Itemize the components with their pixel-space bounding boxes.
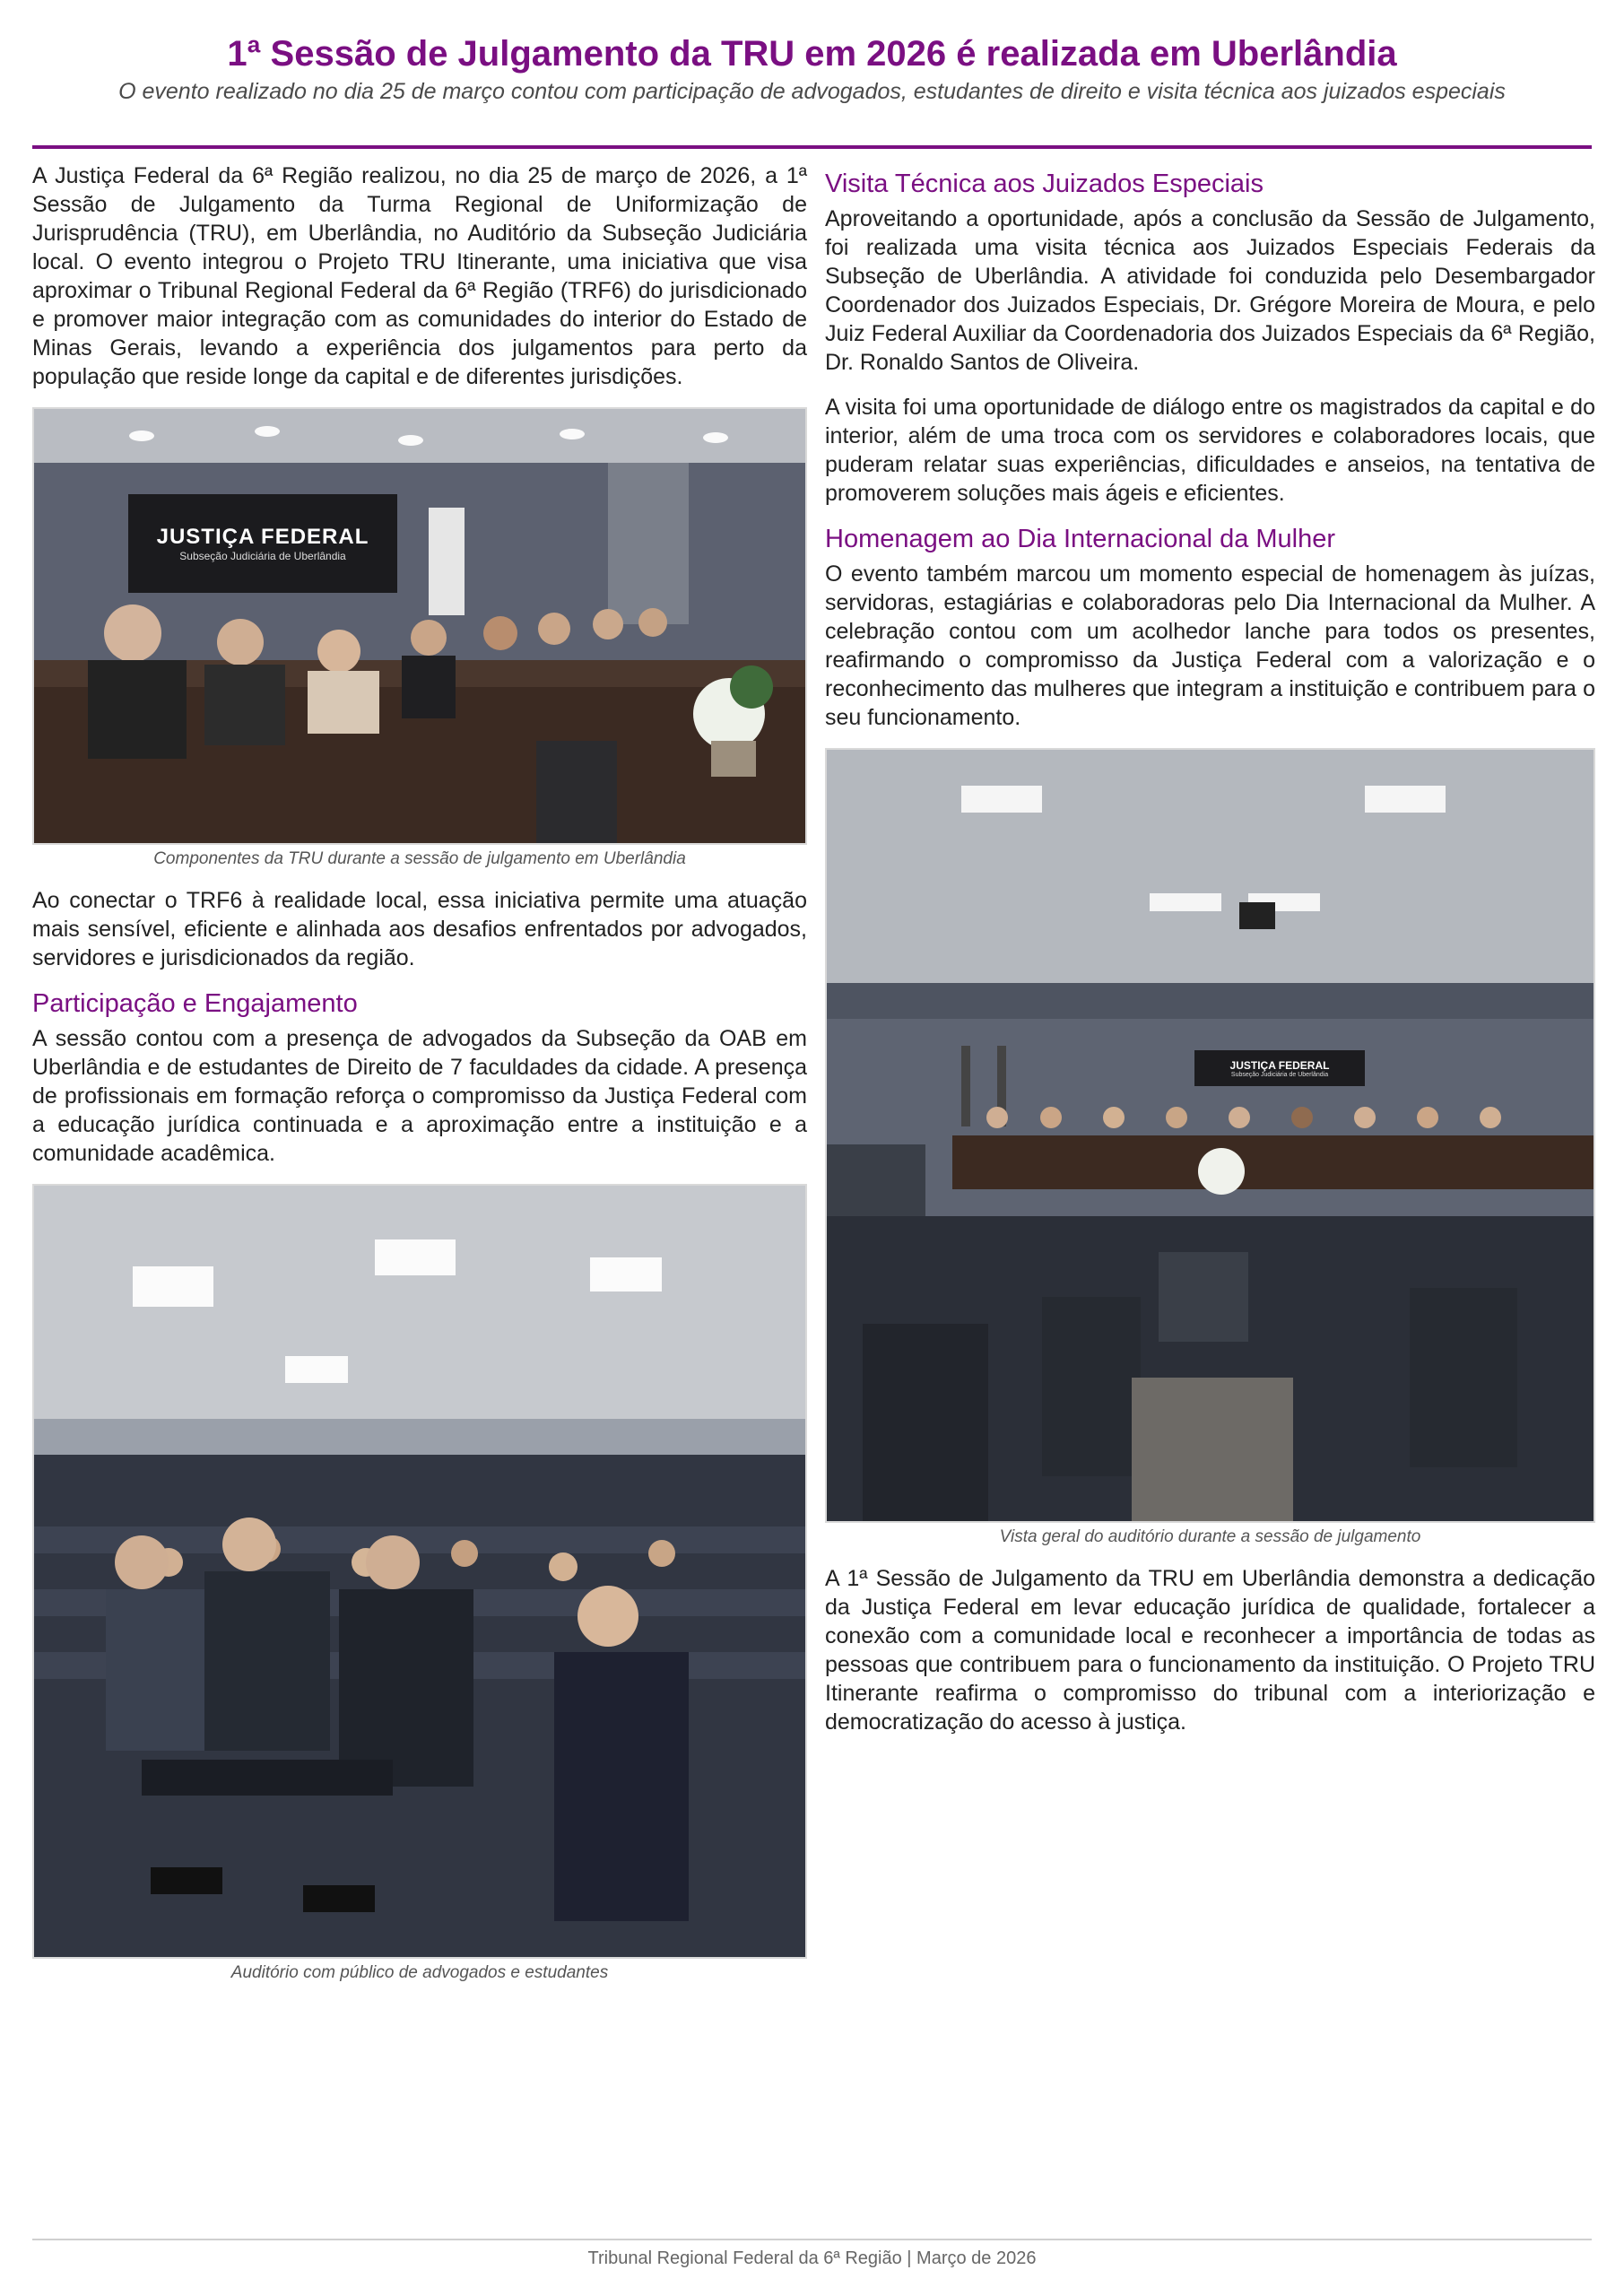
photo-auditorium-image [827, 750, 1594, 1521]
page-footer: Tribunal Regional Federal da 6ª Região | Março de 2026 [587, 2248, 1037, 2268]
participation-paragraph: A sessão contou com a presença de advogados da Subseção da OAB em Uberlândia e de estudantes de Direito de 7 faculdades da cidade. A presença de profissionais em formação reforça o compromisso da Justiça Federal com a educação jurídica continuada e a aproximação entre a instituição e a comunidade acadêmica. [32, 1026, 807, 1166]
visit-heading: Visita Técnica aos Juizados Especiais [825, 170, 1264, 198]
photo-auditorium-caption: Vista geral do auditório durante a sessão de julgamento [999, 1527, 1421, 1546]
page-subtitle: O evento realizado no dia 25 de março contou com participação de advogados, estudantes de direito e visita técnica aos juizados especiais [118, 79, 1506, 104]
participation-heading: Participação e Engajamento [32, 989, 358, 1018]
right-column [825, 169, 1595, 1752]
sign-title-1: JUSTIÇA FEDERAL [156, 525, 369, 549]
sign-subtitle-1: Subseção Judiciária de Uberlândia [179, 550, 346, 562]
page-title: 1ª Sessão de Julgamento da TRU em 2026 é realizada em Uberlândia [227, 34, 1397, 74]
sign-title-2: JUSTIÇA FEDERAL [1229, 1058, 1330, 1072]
conclusion-paragraph: A 1ª Sessão de Julgamento da TRU em Uberlândia demonstra a dedicação da Justiça Federal em levar educação jurídica de qualidade, fortalecer a conexão com a comunidade local e reconhecer a importância de todas as pessoas que contribuem para o funcionamento da instituição. O Projeto TRU Itinerante reafirma o compromisso do tribunal com a interiorização e democratização do acesso à justiça. [825, 1566, 1595, 1735]
left-column [32, 161, 807, 2000]
women-day-heading: Homenagem ao Dia Internacional da Mulher [825, 525, 1336, 553]
title-divider [32, 145, 1592, 149]
photo-tru-session [32, 407, 807, 845]
visit-paragraph-2: A visita foi uma oportunidade de diálogo entre os magistrados da capital e do interior, além de uma troca com os servidores e colaboradores locais, que puderam relatar suas experiências, dificuldades e anseios, na tentativa de promoverem soluções mais ágeis e eficientes. [825, 395, 1595, 506]
photo-tru-session-caption: Componentes da TRU durante a sessão de julgamento em Uberlândia [153, 849, 686, 868]
intro-paragraph: A Justiça Federal da 6ª Região realizou, no dia 25 de março de 2026, a 1ª Sessão de Julgamento da Turma Regional de Uniformização de Jurisprudência (TRU), em Uberlândia, no Auditório da Subseção Judiciária local. O evento integrou o Projeto TRU Itinerante, uma iniciativa que visa aproximar o Tribunal Regional Federal da 6ª Região (TRF6) do jurisdicionado e promover maior integração com as comunidades do interior do Estado de Minas Gerais, levando a experiência dos julgamentos para perto da população que reside longe da capital e de diferentes jurisdições. [32, 163, 807, 389]
visit-paragraph-1: Aproveitando a oportunidade, após a conclusão da Sessão de Julgamento, foi realizada uma visita técnica aos Juizados Especiais Federais da Subseção de Uberlândia. A atividade foi conduzida pelo Desembargador Coordenador dos Juizados Especiais, Dr. Grégore Moreira de Moura, e pelo Juiz Federal Auxiliar da Coordenadoria dos Juizados Especiais da 6ª Região, Dr. Ronaldo Santos de Oliveira. [825, 206, 1595, 375]
photo-tru-session-image [34, 409, 805, 843]
photo-audience [32, 1184, 807, 1959]
local-reality-paragraph: Ao conectar o TRF6 à realidade local, essa iniciativa permite uma atuação mais sensível, eficiente e alinhada aos desafios enfrentados por advogados, servidores e jurisdicionados da região. [32, 888, 807, 970]
photo-auditorium [825, 748, 1595, 1523]
sign-subtitle-2: Subseção Judiciária de Uberlândia [1230, 1071, 1329, 1078]
women-day-paragraph: O evento também marcou um momento especial de homenagem às juízas, servidoras, estagiárias e colaboradoras pelo Dia Internacional da Mulher. A celebração contou com um acolhedor lanche para todos os presentes, reafirmando o compromisso da Justiça Federal com a valorização e o reconhecimento das mulheres que integram a instituição e contribuem para o seu funcionamento. [825, 561, 1595, 730]
photo-audience-image [34, 1186, 805, 1957]
sign-overlay-2 [1194, 1050, 1365, 1086]
footer-divider [32, 2239, 1592, 2240]
sign-overlay-1 [128, 494, 397, 593]
photo-audience-caption: Auditório com público de advogados e estudantes [230, 1963, 609, 1982]
